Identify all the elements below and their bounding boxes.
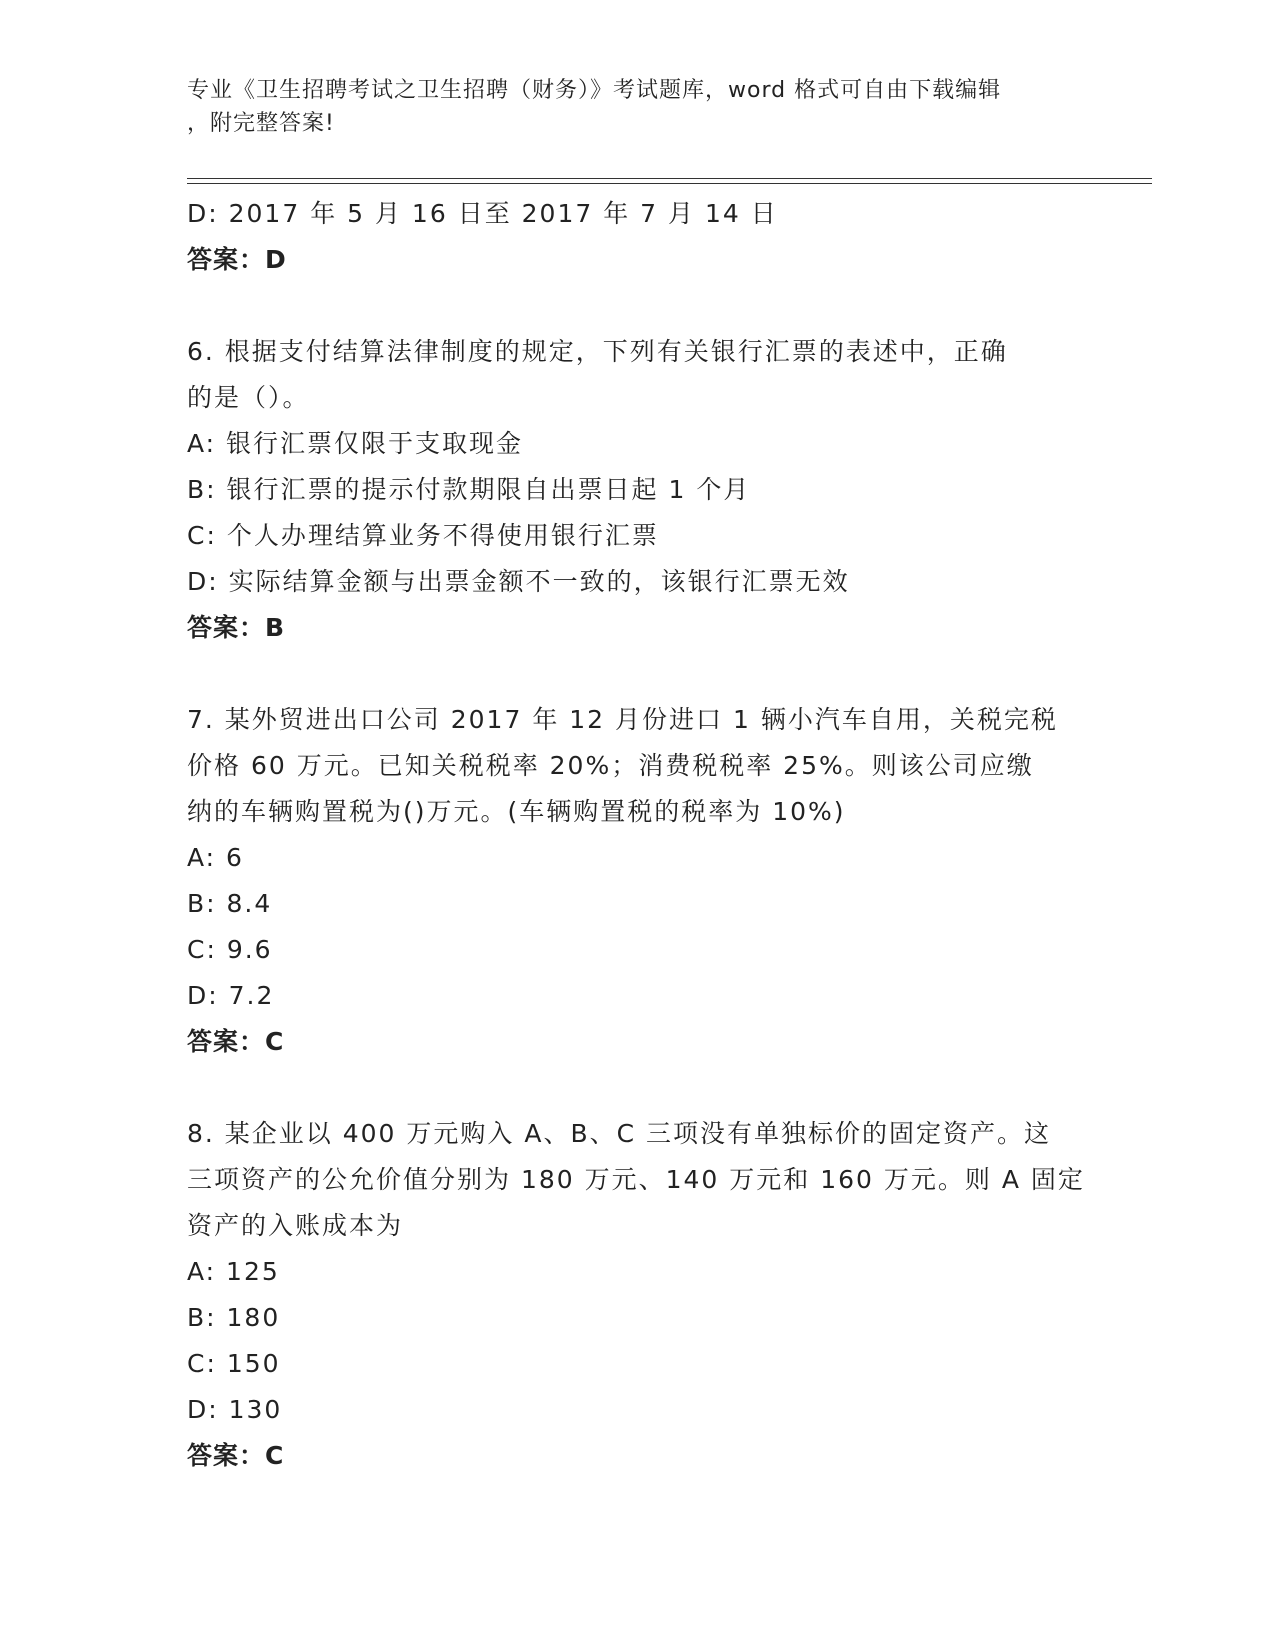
question-6 xyxy=(187,329,1087,651)
option-c: C: 9.6 xyxy=(187,935,273,964)
question-stem: 7. 某外贸进出口公司 2017 年 12 月份进口 1 辆小汽车自用，关税完税 xyxy=(187,705,1058,734)
answer-label: 答案：B xyxy=(187,613,286,642)
answer-label: 答案：C xyxy=(187,1027,285,1056)
question-stem: 6. 根据支付结算法律制度的规定，下列有关银行汇票的表述中，正确 xyxy=(187,337,1008,366)
spacer xyxy=(187,651,1087,697)
question-stem: 纳的车辆购置税为()万元。(车辆购置税的税率为 10%) xyxy=(187,797,846,826)
option-a: A: 125 xyxy=(187,1257,280,1286)
question-stem: 8. 某企业以 400 万元购入 A、B、C 三项没有单独标价的固定资产。这 xyxy=(187,1119,1052,1148)
option-b: B: 180 xyxy=(187,1303,281,1332)
header-divider-bottom xyxy=(187,183,1152,184)
answer-label: 答案：D xyxy=(187,245,287,274)
option-c: C: 个人办理结算业务不得使用银行汇票 xyxy=(187,521,659,550)
option-b: B: 银行汇票的提示付款期限自出票日起 1 个月 xyxy=(187,475,751,504)
question-7 xyxy=(187,697,1087,1065)
question-stem: 价格 60 万元。已知关税税率 20%；消费税税率 25%。则该公司应缴 xyxy=(187,751,1034,780)
option-d: D: 130 xyxy=(187,1395,283,1424)
option-c: C: 150 xyxy=(187,1349,281,1378)
option-d: D: 2017 年 5 月 16 日至 2017 年 7 月 14 日 xyxy=(187,199,778,228)
question-stem: 资产的入账成本为 xyxy=(187,1211,404,1240)
spacer xyxy=(187,283,1087,329)
option-d: D: 7.2 xyxy=(187,981,275,1010)
question-list xyxy=(187,191,1087,1479)
question-stem: 的是（）。 xyxy=(187,383,310,412)
page-header xyxy=(187,74,1067,140)
header-divider-top xyxy=(187,178,1152,179)
question-5-tail xyxy=(187,191,1087,283)
option-a: A: 银行汇票仅限于支取现金 xyxy=(187,429,524,458)
spacer xyxy=(187,1065,1087,1111)
header-line-1: 专业《卫生招聘考试之卫生招聘（财务）》考试题库，word 格式可自由下载编辑 xyxy=(187,78,1002,103)
question-stem: 三项资产的公允价值分别为 180 万元、140 万元和 160 万元。则 A 固定 xyxy=(187,1165,1085,1194)
option-b: B: 8.4 xyxy=(187,889,273,918)
answer-label: 答案：C xyxy=(187,1441,285,1470)
option-d: D: 实际结算金额与出票金额不一致的，该银行汇票无效 xyxy=(187,567,850,596)
option-a: A: 6 xyxy=(187,843,244,872)
question-8 xyxy=(187,1111,1087,1479)
header-line-2: ，附完整答案! xyxy=(187,111,335,136)
